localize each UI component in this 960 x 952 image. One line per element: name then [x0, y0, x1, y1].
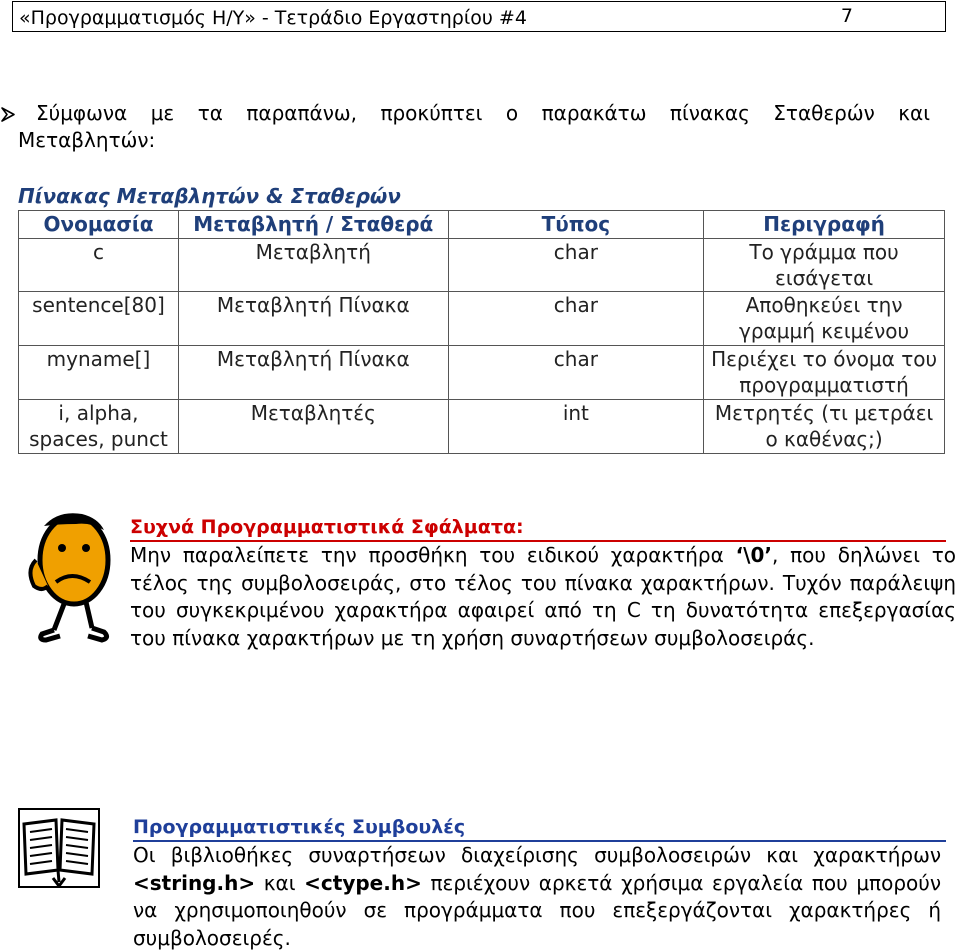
type-cell: char	[448, 346, 704, 400]
header-cell: Μεταβλητή / Σταθερά	[178, 211, 448, 239]
worried-face-icon	[24, 508, 120, 646]
errors-text-part: , που δηλώνει το τέλος της συμβολοσειράς, στο τέλος του πίνακα χαρακτήρων. Τυχόν παράλειψη του συγκεκριμένου χαρακτήρα αφαιρεί από τη C τη δυνατότητα επεξεργασίας του πίνακα χαρακτήρων με τη χρήση συναρτήσεων συμβολοσειράς.	[130, 543, 957, 650]
desc-cell: Περιέχει το όνομα του προγραμματιστή	[704, 346, 945, 400]
string-lib-name: <string.h>	[133, 870, 256, 895]
table-row	[19, 292, 945, 346]
tips-text-part: Οι βιβλιοθήκες συναρτήσεων διαχείρισης συμβολοσειρών και χαρακτήρων	[133, 843, 941, 867]
header-cell: Ονομασία	[19, 211, 179, 239]
null-char-code: ‘\0’	[735, 543, 772, 567]
tips-text	[133, 842, 941, 952]
intro-line-1: Σύμφωνα με τα παραπάνω, προκύπτει ο παρακάτω πίνακας Σταθερών και	[36, 101, 930, 125]
intro-line-2: Μεταβλητών:	[18, 128, 156, 152]
desc-cell: Το γράμμα που εισάγεται	[704, 239, 945, 292]
table-header-row	[19, 211, 945, 239]
tips-text-part: και	[255, 870, 305, 895]
header-cell: Τύπος	[448, 211, 704, 239]
desc-cell: Μετρητές (τι μετράει ο καθένας;)	[704, 400, 945, 454]
name-cell: myname[]	[19, 346, 179, 400]
desc-cell: Αποθηκεύει την γραμμή κειμένου	[704, 292, 945, 346]
open-book-icon	[18, 808, 100, 888]
ctype-lib-name: <ctype.h>	[304, 870, 422, 895]
header-cell: Περιγραφή	[704, 211, 945, 239]
tips-text-part: περιέχουν αρκετά χρήσιμα εργαλεία που μπορούν να χρησιμοποιηθούν σε προγράμματα που επεξεργάζονται χαρακτήρες ή συμβολοσειρές.	[133, 870, 942, 950]
page-header	[12, 1, 946, 32]
name-cell: c	[19, 239, 179, 292]
kind-cell: Μεταβλητή Πίνακα	[178, 346, 448, 400]
errors-text	[130, 542, 956, 652]
arrowhead-bullet-icon	[0, 100, 20, 127]
table-title: Πίνακας Μεταβλητών & Σταθερών	[18, 184, 401, 208]
tips-title: Προγραμματιστικές Συμβουλές	[133, 816, 466, 838]
variables-table	[18, 210, 945, 454]
type-cell: char	[448, 292, 704, 346]
header-title: «Προγραμματισμός Η/Υ» - Τετράδιο Εργαστηρίου #4	[19, 7, 527, 29]
name-cell: i, alpha, spaces, punct	[19, 400, 179, 454]
name-cell: sentence[80]	[19, 292, 179, 346]
table-row	[19, 239, 945, 292]
type-cell: char	[448, 239, 704, 292]
kind-cell: Μεταβλητή	[178, 239, 448, 292]
kind-cell: Μεταβλητές	[178, 400, 448, 454]
table-row	[19, 346, 945, 400]
type-cell: int	[448, 400, 704, 454]
errors-title: Συχνά Προγραμματιστικά Σφάλματα:	[130, 516, 524, 538]
kind-cell: Μεταβλητή Πίνακα	[178, 292, 448, 346]
errors-text-part: Μην παραλείπετε την προσθήκη του ειδικού χαρακτήρα	[130, 543, 736, 567]
table-row	[19, 400, 945, 454]
page-number: 7	[840, 5, 853, 27]
